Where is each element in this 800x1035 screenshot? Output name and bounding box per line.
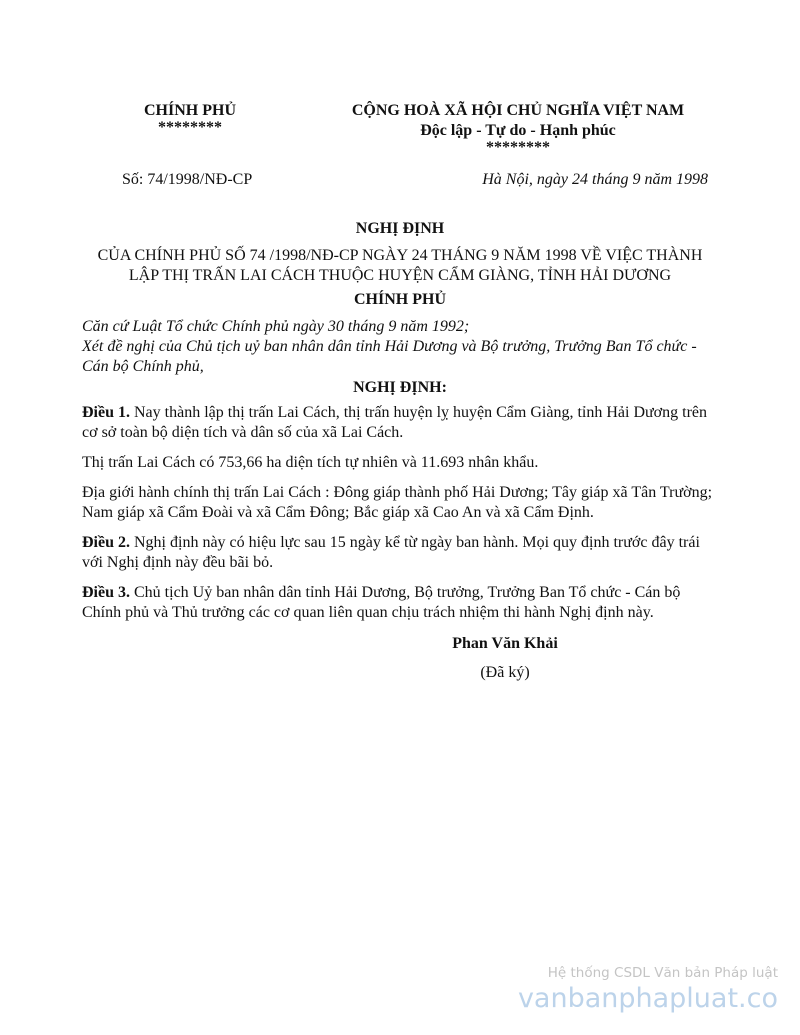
- watermark: [518, 964, 778, 1016]
- preamble-line: Cán bộ Chính phủ,: [82, 358, 204, 375]
- subtitle-line: LẬP THỊ TRẤN LAI CÁCH THUỘC HUYỆN CẨM GIÀNG, TỈNH HẢI DƯƠNG: [128, 267, 672, 284]
- signed-note: (Đã ký): [480, 664, 530, 681]
- article-label: Điều 3.: [82, 584, 130, 601]
- article-label: Điều 2.: [82, 534, 130, 551]
- issuer-stars: ********: [158, 119, 222, 136]
- national-header: [318, 101, 718, 155]
- motto-stars: ********: [486, 139, 550, 156]
- watermark-site: vanbanphapluat.co: [517, 983, 778, 1014]
- area-paragraph: Thị trấn Lai Cách có 753,66 ha diện tích tự nhiên và 11.693 nhân khẩu.: [82, 454, 539, 471]
- nation-name: CỘNG HOÀ XÃ HỘI CHỦ NGHĨA VIỆT NAM: [351, 102, 685, 119]
- motto: Độc lập - Tự do - Hạnh phúc: [420, 122, 616, 139]
- article-text: Nghị định này có hiệu lực sau 15 ngày kể từ ngày ban hành. Mọi quy định trước đây trái với Nghị định này đều bãi bỏ.: [82, 534, 700, 571]
- preamble-line: Căn cứ Luật Tổ chức Chính phủ ngày 30 tháng 9 năm 1992;: [82, 318, 470, 335]
- watermark-caption: Hệ thống CSDL Văn bản Pháp luật: [547, 965, 778, 981]
- signature-block: [430, 634, 580, 683]
- preamble-line: Xét đề nghị của Chủ tịch uỷ ban nhân dân tỉnh Hải Dương và Bộ trưởng, Trưởng Ban Tổ chức -: [82, 338, 697, 355]
- signer-name: Phan Văn Khải: [452, 635, 558, 652]
- decree-heading: NGHỊ ĐỊNH:: [353, 379, 447, 396]
- issuer-heading: CHÍNH PHỦ: [354, 291, 446, 308]
- issuer-name: CHÍNH PHỦ: [144, 102, 236, 119]
- document-number: Số: 74/1998/NĐ-CP: [122, 171, 253, 188]
- document-title: NGHỊ ĐỊNH: [355, 220, 445, 237]
- article-text: Nay thành lập thị trấn Lai Cách, thị trấn huyện lỵ huyện Cẩm Giàng, tỉnh Hải Dương trên cơ sở toàn bộ diện tích và dân số của xã Lai Cách.: [82, 404, 707, 441]
- article-label: Điều 1.: [82, 404, 130, 421]
- decree-body: [82, 403, 722, 633]
- document-subtitle: [82, 246, 718, 286]
- subtitle-line: CỦA CHÍNH PHỦ SỐ 74 /1998/NĐ-CP NGÀY 24 THÁNG 9 NĂM 1998 VỀ VIỆC THÀNH: [97, 247, 703, 264]
- borders-paragraph: Địa giới hành chính thị trấn Lai Cách : Đông giáp thành phố Hải Dương; Tây giáp xã Tân Trường; Nam giáp xã Cẩm Đoài và xã Cẩm Đông; Bắc giáp xã Cao An và xã Cẩm Định.: [82, 484, 713, 521]
- article-1: [82, 403, 722, 443]
- issuer-block: [110, 101, 270, 135]
- preamble: [82, 317, 722, 377]
- article-text: Chủ tịch Uỷ ban nhân dân tỉnh Hải Dương, Bộ trưởng, Trưởng Ban Tổ chức - Cán bộ Chính phủ và Thủ trưởng các cơ quan liên quan chịu trách nhiệm thi hành Nghị định này.: [82, 584, 681, 621]
- issue-date: Hà Nội, ngày 24 tháng 9 năm 1998: [482, 171, 708, 188]
- article-3: [82, 583, 722, 623]
- article-2: [82, 533, 722, 573]
